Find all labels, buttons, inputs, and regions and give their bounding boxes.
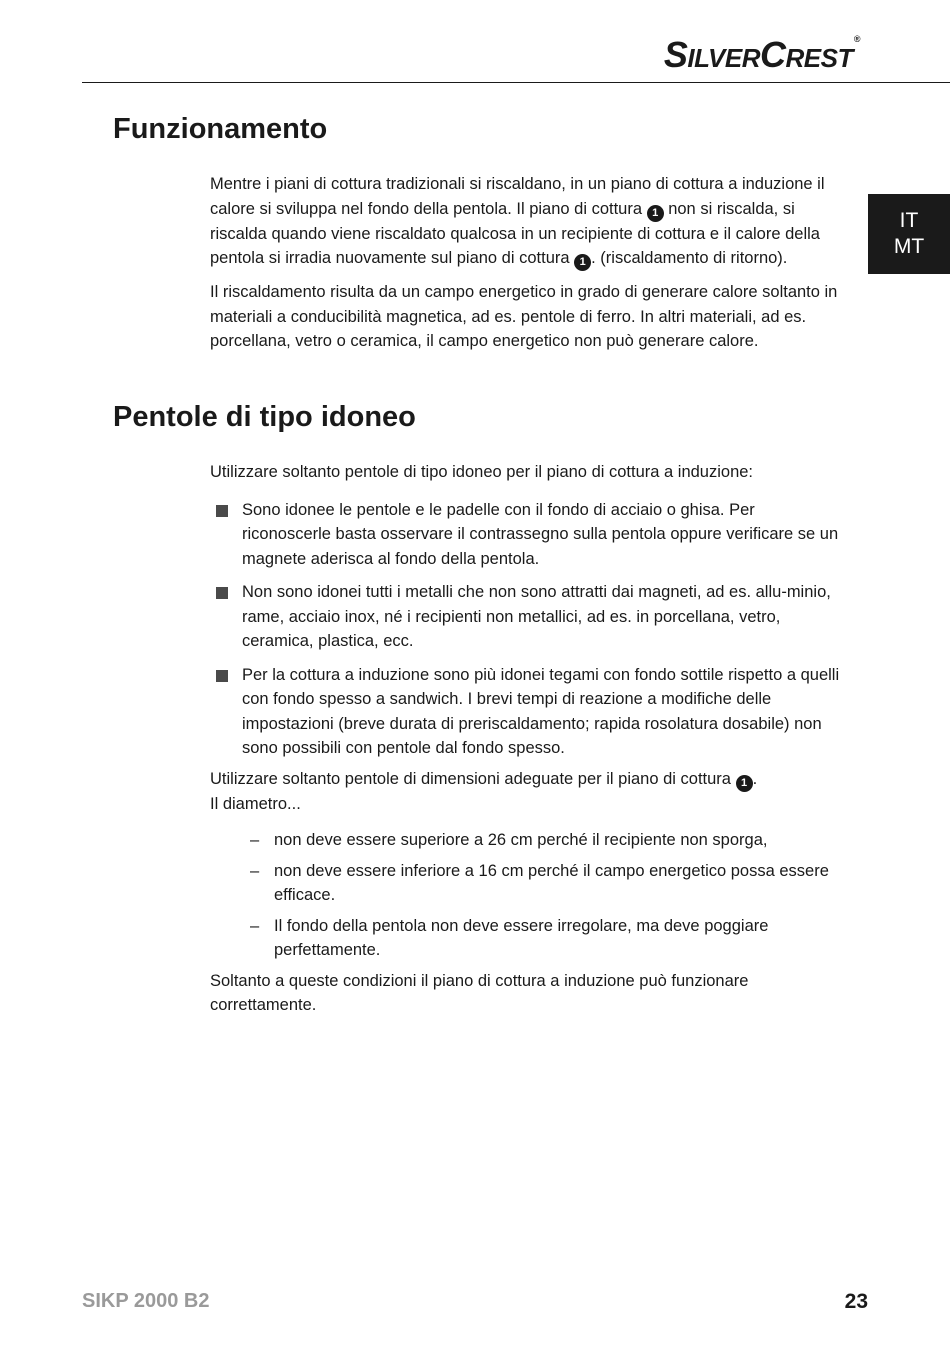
reference-number-icon: 1 — [647, 205, 664, 222]
list-item — [210, 914, 840, 963]
square-bullet-icon — [216, 670, 228, 682]
dash-bullet: – — [250, 916, 260, 935]
list-item-text: non deve essere inferiore a 16 cm perché il campo energetico possa essere efficace. — [274, 861, 829, 904]
list-item — [210, 859, 840, 908]
footer-model-number: SIKP 2000 B2 — [82, 1290, 210, 1312]
list-item-text: Non sono idonei tutti i metalli che non sono attratti dai magneti, ad es. allu-minio, rame, acciaio inox, né i recipienti non metallici, ad es. in porcellana, vetro, ceramica, plastica, ecc. — [242, 583, 831, 650]
paragraph-text: Mentre i piani di cottura tradizionali si riscaldano, in un piano di cottura a induzione il calore si sviluppa nel fondo della pentola. Il piano di cottura — [210, 175, 825, 218]
size-paragraph — [210, 767, 840, 817]
list-item-text: Per la cottura a induzione sono più idonei tegami con fondo sottile rispetto a quelli con fondo spesso a sandwich. I brevi tempi di reazione a modifiche delle impostazioni (breve durata di preriscaldamento; rapida rosolatura dosabile) non sono possibili con pentole dal fondo spesso. — [242, 665, 840, 757]
section-body-funzionamento — [210, 172, 840, 363]
language-code-mt: MT — [893, 235, 925, 258]
paragraph — [210, 172, 840, 271]
list-item-text: Sono idonee le pentole e le padelle con il fondo di acciaio o ghisa. Per riconoscerle basta osservare il contrassegno sulla pentola oppure verificare se un magnete aderisca al fondo della pentola. — [242, 500, 839, 568]
list-item — [210, 580, 840, 654]
reference-number-icon: 1 — [736, 775, 753, 792]
closing-paragraph: Soltanto a queste condizioni il piano di cottura a induzione può funzionare correttamente. — [210, 971, 749, 1014]
brand-logo — [664, 34, 860, 76]
logo-letter: C — [760, 34, 786, 75]
intro-paragraph: Utilizzare soltanto pentole di tipo idoneo per il piano di cottura a induzione: — [210, 463, 754, 481]
paragraph-text: non si riscalda, si riscalda quando viene riscaldato qualcosa in un recipiente di cottura e il calore della pentola si irradia nuovamente sul piano di cottura — [210, 199, 820, 267]
paragraph-text: Il diametro... — [210, 794, 301, 813]
header-divider — [82, 82, 950, 83]
section-title-pentole: Pentole di tipo idoneo — [113, 401, 416, 433]
list-item-text: non deve essere superiore a 26 cm perché il recipiente non sporga, — [274, 831, 768, 849]
paragraph-text: . — [752, 769, 758, 788]
square-bullet-icon — [216, 505, 228, 517]
page-number: 23 — [844, 1290, 868, 1313]
list-item — [210, 828, 840, 853]
section-body-pentole — [210, 460, 840, 1027]
list-item — [210, 498, 840, 572]
list-item-text: Il fondo della pentola non deve essere irregolare, ma deve poggiare perfettamente. — [274, 916, 769, 959]
language-tab — [868, 194, 950, 274]
dash-list — [210, 828, 840, 963]
logo-text: ILVER — [687, 43, 761, 73]
paragraph-text: Utilizzare soltanto pentole di dimensioni adeguate per il piano di cottura — [210, 769, 736, 788]
dash-bullet: – — [250, 831, 260, 849]
square-bullet-icon — [216, 587, 228, 599]
paragraph: Il riscaldamento risulta da un campo energetico in grado di generare calore soltanto in materiali a conducibilità magnetica, ad es. pentole di ferro. In altri materiali, ad es. porcellana, vetro o ceramica, il campo energetico non può generare calore. — [210, 283, 838, 350]
reference-number-icon: 1 — [574, 254, 591, 271]
dash-bullet: – — [250, 861, 260, 880]
list-item — [210, 663, 840, 761]
logo-letter: S — [663, 34, 688, 75]
section-title-funzionamento: Funzionamento — [113, 113, 328, 145]
registered-mark: ® — [853, 34, 860, 44]
bullet-list — [210, 498, 840, 761]
paragraph-text: . (riscaldamento di ritorno). — [591, 249, 788, 267]
logo-text: REST — [785, 43, 853, 73]
language-code-it: IT — [899, 209, 919, 232]
